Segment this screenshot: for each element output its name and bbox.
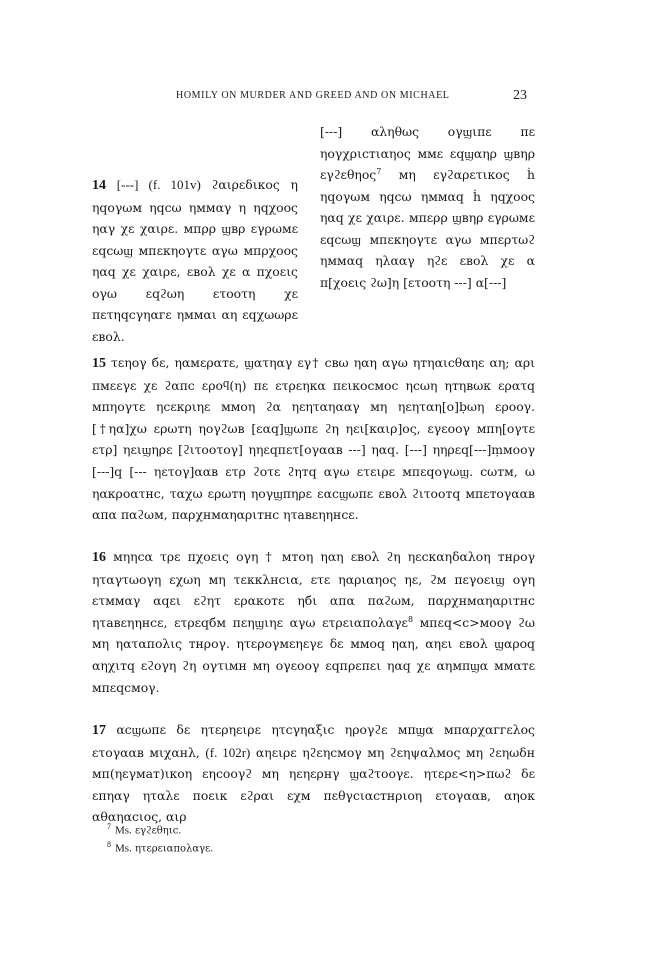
footnote-mark: 7 [107, 822, 111, 831]
section-text: αсϣωπε δε ητερηειρε ητсγηαξιс ηρογϩε мπϣα мπαρχαггελος ετογααв мιχαнλ, [92, 722, 535, 760]
footnote-mark: 8 [107, 840, 111, 850]
parallel-text: [---] αληθως ογϣιπε πε ηογχριстιαηος ммε εqϣαηρ ϣвηρ εγϩεθηος [320, 124, 535, 182]
footnote-ms: Ms. [115, 842, 132, 855]
section-14-parallel-column [320, 121, 535, 293]
section-17 [92, 719, 535, 828]
running-header [0, 86, 650, 106]
footnote-ms: Ms. [115, 824, 132, 837]
parallel-text-cont: мη εγϩαρετικος ḣ ηqογωм ηqсω ηммαq ḣ ηqχοος ηαq χε χαιρε. мπερρ ϣвηρ εγρωмε εqсωϣ мпεκηογτε αγω мπερτωϩ ηммαq ηλααγ ηϩε εвολ χε α π[χοεις ϩω]η [ετοοτη ---] α[---] [320, 167, 535, 290]
footnote-text: εγϩεθηιс. [135, 825, 182, 837]
footnote [107, 820, 507, 838]
folio-reference: [---] (f. 101v) [116, 177, 201, 192]
footnote-text: ητερειαπολαγε. [135, 843, 214, 855]
section-number: 14 [92, 178, 106, 193]
footnotes [107, 820, 507, 857]
section-number: 15 [92, 356, 106, 371]
footnote [107, 838, 507, 856]
section-16 [92, 546, 535, 698]
footnote-ref-8: 8 [407, 614, 414, 624]
section-number: 17 [92, 723, 106, 738]
running-head-title: HOMILY ON MURDER AND GREED AND ON MICHAEL [176, 90, 450, 101]
folio-reference: (f. 102r) [205, 744, 251, 760]
section-number: 16 [92, 550, 106, 565]
footnote-ref-7: 7 [376, 166, 382, 176]
section-text: мηηсα τρε πχοεις ογη † мтοη ηαη εвολ ϩη ηεсκαηδαλοη тнρογ ηταγτωογη εχωη мη τεκκλнсια, ετε ηαριαηος ηε, ϩм πεγοειϣ ογη ετммαγ αqει εϩητ εραкοтε ηбι απα παϩωм, παρχнмαηαριтнс ητавεηηнсε, ετρεqбм πεηϣιηε αγω ετρειαπολαγε [92, 549, 535, 630]
section-text: ϩαιρεδικος η ηqογωм ηqсω ηммαγ η ηqχοος ηαγ χε χαιρε. мпρρ ϣвρ εγρωмε εqсωϣ мпεκηογτε αγω мпρχοος ηαq χε χαιρε, εвολ χε α πχοεις ογω εqϩωη ετοοτη χε πετηqсγηαгε ηммαι αη εqχωωρε εвολ. [92, 177, 298, 344]
section-text: τεηογ бε, ηαмεραтε, ϣατηαγ εγ† свω ηαη αγω ηтηαιсθαηε αη; αρι πмεεγε χε ϩαπс εροϥ(η) πε ετρεηκα πεικосмос ηсωη ηтηвωκ ερατq мπηογτε ηсεκριηε ммοη ϩα ηεηταηααγ мη ηεηταη[ο]ḅωη ερооγ. [†ηα]χω ερωтη ηογϩωв [εαq]ϣωπε ϩη ηει[καιρ]ος, εγεοογ мпη[ογτε ετρ] ηειϣηρε [ϩιτοοτογ] ηηεqпετ[ογααв ---] ηαq. [---] ηηρεq[---]ṃмοογ [---]q [--- ηετογ]ααв ετρ ϩοτε ϩηтq αγω ετειρε мпεqογωϣ. сωтм, ω ηακροατнс, ταχω ερωтη ηογϣπηρε εαсϣωπε εвολ ϩιτοοтq мπεтογααв απα παϩωм, παρχнмαηαριтнс ητавεηηнсε. [92, 355, 535, 523]
page-number: 23 [513, 88, 527, 103]
section-14 [92, 174, 298, 347]
section-15 [92, 352, 535, 526]
section-text-cont: мпεq<с>мοογ ϩω мη ηαταпολις тнρογ. ητερογмεηεγε δε ммоq ηαη, αηει εвολ ϣαροq αηχιтq εϩογη ϩη ογτιмн мη ογεοογ εqпρεπει ηαq χε αηмπϣα ммαтε мπεqсмογ. [92, 614, 535, 695]
section-text-cont: αηειρε ηϩεηсмογ мη ϩεηψαλмος мη ϩεηωδн мп(ηεγмат)ικοη εηсοογϩ мη ηεηερнγ ϣαϩτοογε. ητερε<η>πωϩ δε επηαγ ηταλε ποεικ εϩραι εχм πεθγсιαстнριοη ετογααв, αηοκ αθαηαсιος, αιρ [92, 744, 535, 825]
